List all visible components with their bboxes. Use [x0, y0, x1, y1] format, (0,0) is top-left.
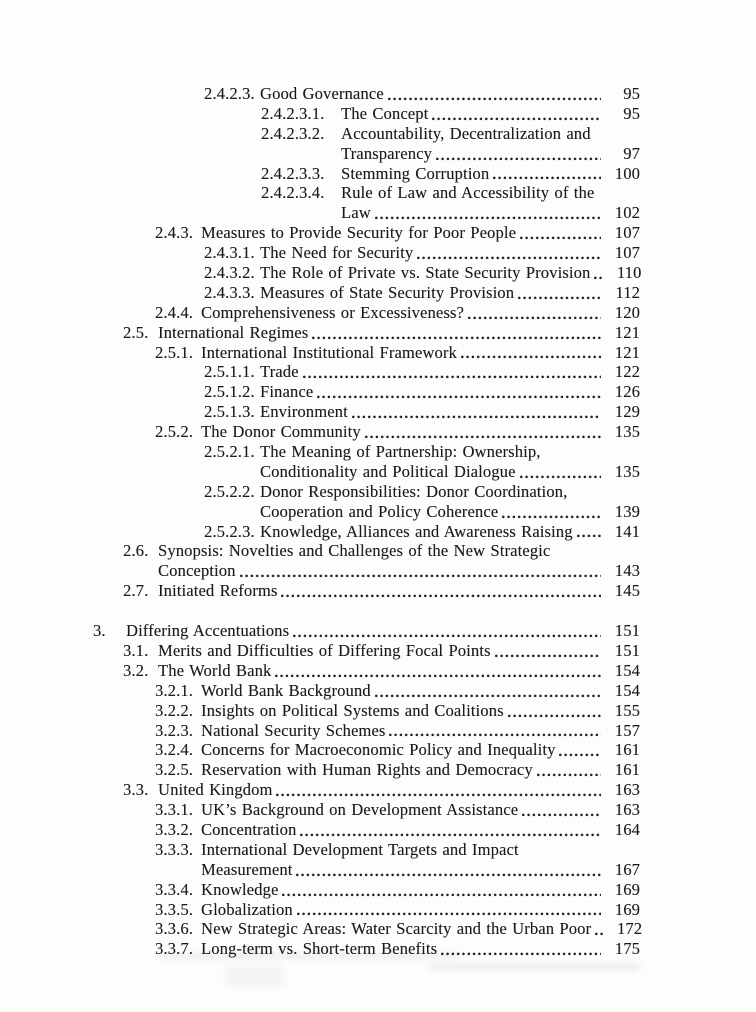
entry-number: 2.4.2.3.4. — [261, 183, 325, 203]
entry-page-number: 121 — [614, 342, 640, 362]
toc-entry — [0, 840, 756, 860]
entry-number: 2.4.2.3. — [204, 84, 255, 103]
entry-number: 3.3.3. — [155, 839, 194, 859]
scan-artifact — [225, 965, 285, 987]
entry-title: Accountability, Decentralization and — [341, 123, 591, 143]
entry-number: 3.2. — [123, 660, 149, 680]
toc-entry — [0, 442, 756, 462]
toc-entry — [0, 104, 756, 124]
entry-page-number: 135 — [614, 461, 640, 481]
entry-page-number: 95 — [623, 103, 640, 123]
dot-leader — [293, 634, 601, 638]
toc-entry — [0, 323, 756, 343]
toc-entry — [0, 701, 756, 721]
entry-page-number: 121 — [614, 322, 640, 342]
toc-entry — [0, 820, 756, 840]
entry-title: Concentration — [201, 819, 297, 839]
entry-page-number: 172 — [616, 919, 643, 939]
entry-title: The Role of Private vs. State Security Provision — [260, 263, 591, 283]
entry-title: World Bank Background — [201, 680, 371, 700]
dot-leader — [493, 176, 601, 180]
toc-entry — [0, 860, 756, 880]
entry-title: Donor Responsibilities: Donor Coordination, — [260, 481, 568, 501]
entry-page-number: 169 — [614, 879, 640, 899]
entry-page-number: 120 — [614, 302, 640, 322]
toc-entry — [0, 462, 756, 482]
entry-page-number: 100 — [614, 163, 640, 183]
entry-number: 2.4.4. — [155, 302, 194, 322]
dot-leader — [468, 316, 601, 320]
entry-title: Comprehensiveness or Excessiveness? — [201, 302, 464, 322]
entry-page-number: 151 — [614, 640, 640, 660]
toc-entry — [0, 124, 756, 144]
entry-page-number: 122 — [614, 362, 640, 382]
toc-entry — [0, 760, 756, 780]
dot-leader — [502, 515, 601, 519]
dot-leader — [275, 674, 601, 678]
dot-leader — [281, 594, 601, 598]
entry-number: 2.4.2.3.1. — [261, 103, 325, 123]
entry-number: 3.2.1. — [155, 680, 194, 700]
dot-leader — [375, 216, 601, 220]
dot-leader — [365, 435, 601, 439]
entry-page-number: 129 — [614, 402, 640, 422]
entry-title: Measures of State Security Provision — [260, 282, 515, 302]
toc-entry — [0, 502, 756, 522]
entry-page-number: 161 — [614, 760, 640, 780]
entry-page-number: 139 — [614, 501, 640, 521]
entry-title: Finance — [260, 382, 314, 402]
entry-title: The World Bank — [158, 660, 272, 680]
toc-entry — [0, 183, 756, 203]
entry-number: 2.6. — [123, 541, 149, 561]
toc-entry — [0, 164, 756, 184]
entry-title: Conditionality and Political Dialogue — [260, 461, 516, 481]
entry-page-number: 145 — [614, 581, 640, 601]
toc-entry — [0, 581, 756, 601]
toc-entry — [0, 880, 756, 900]
dot-leader — [389, 733, 601, 737]
entry-number: 3.3.5. — [155, 899, 194, 919]
entry-page-number: 154 — [614, 680, 640, 700]
toc-entry — [0, 223, 756, 243]
entry-number: 2.4.2.3.2. — [261, 123, 325, 143]
entry-number: 2.4.2.3.3. — [261, 163, 325, 183]
entry-number: 3.3.4. — [155, 879, 194, 899]
dot-leader — [317, 395, 601, 399]
entry-title: Synopsis: Novelties and Challenges of the New Strategic — [158, 541, 551, 561]
dot-leader — [461, 355, 601, 359]
entry-title: Law — [341, 203, 371, 223]
entry-page-number: 175 — [614, 939, 640, 959]
toc-entry — [0, 740, 756, 760]
dot-leader — [303, 375, 601, 379]
entry-number: 2.5.1.1. — [204, 362, 255, 382]
entry-title: Differing Accentuations — [126, 621, 290, 641]
entry-number: 3. — [93, 621, 106, 641]
dot-leader — [520, 475, 601, 479]
entry-page-number: 155 — [614, 700, 640, 720]
toc-entry — [0, 84, 756, 104]
entry-page-number: 164 — [614, 819, 640, 839]
toc-list — [0, 84, 756, 959]
toc-entry — [0, 661, 756, 681]
toc-entry — [0, 541, 756, 561]
entry-number: 2.5. — [123, 322, 149, 342]
entry-number: 2.5.1.2. — [204, 382, 255, 402]
toc-entry — [0, 283, 756, 303]
toc-entry — [0, 203, 756, 223]
toc-entry — [0, 382, 756, 402]
toc-entry — [0, 243, 756, 263]
entry-page-number: 167 — [614, 859, 640, 879]
entry-title: The Meaning of Partnership: Ownership, — [260, 442, 541, 462]
toc-entry — [0, 900, 756, 920]
entry-number: 2.5.2.2. — [204, 481, 255, 501]
entry-title: Conception — [158, 561, 236, 581]
dot-leader — [296, 873, 601, 877]
entry-number: 2.4.3. — [155, 223, 194, 243]
entry-number: 3.3.2. — [155, 819, 194, 839]
dot-leader — [495, 654, 601, 658]
entry-title: Initiated Reforms — [158, 581, 278, 601]
entry-title: Measures to Provide Security for Poor People — [201, 223, 517, 243]
entry-page-number: 169 — [614, 899, 640, 919]
entry-page-number: 97 — [623, 143, 640, 163]
dot-leader — [432, 117, 601, 121]
dot-leader — [441, 952, 601, 956]
toc-entry — [0, 800, 756, 820]
toc-entry — [0, 402, 756, 422]
entry-number: 3.3. — [123, 780, 149, 800]
entry-title: International Institutional Framework — [201, 342, 457, 362]
entry-title: Reservation with Human Rights and Democracy — [201, 760, 533, 780]
entry-number: 2.5.2.1. — [204, 442, 255, 462]
entry-number: 3.2.2. — [155, 700, 194, 720]
toc-entry — [0, 303, 756, 323]
entry-title: National Security Schemes — [201, 720, 386, 740]
toc-entry — [0, 780, 756, 800]
toc-entry — [0, 422, 756, 442]
entry-page-number: 163 — [614, 800, 640, 820]
entry-title: Rule of Law and Accessibility of the — [341, 183, 595, 203]
entry-number: 2.4.3.3. — [204, 282, 255, 302]
entry-title: Transparency — [341, 143, 433, 163]
toc-entry — [0, 522, 756, 542]
entry-title: The Concept — [341, 103, 429, 123]
dot-leader — [594, 276, 602, 280]
toc-entry — [0, 621, 756, 641]
dot-leader — [300, 833, 601, 837]
entry-number: 2.4.3.2. — [204, 263, 255, 283]
entry-title: Trade — [260, 362, 299, 382]
scan-artifact — [430, 964, 640, 970]
entry-number: 3.2.4. — [155, 740, 194, 760]
entry-page-number: 154 — [614, 660, 640, 680]
entry-page-number: 126 — [614, 382, 640, 402]
entry-title: Measurement — [201, 859, 293, 879]
toc-entry — [0, 263, 756, 283]
dot-leader — [522, 813, 601, 817]
entry-title: Merits and Difficulties of Differing Focal Points — [158, 640, 491, 660]
dot-leader — [559, 753, 601, 757]
entry-number: 2.4.3.1. — [204, 243, 255, 263]
entry-number: 3.2.3. — [155, 720, 194, 740]
entry-page-number: 157 — [614, 720, 640, 740]
entry-page-number: 151 — [614, 621, 640, 641]
dot-leader — [508, 714, 601, 718]
toc-entry — [0, 362, 756, 382]
entry-page-number: 143 — [614, 561, 640, 581]
entry-page-number: 95 — [623, 84, 640, 103]
dot-leader — [518, 296, 601, 300]
entry-number: 2.5.1. — [155, 342, 194, 362]
dot-leader — [240, 574, 601, 578]
dot-leader — [417, 256, 601, 260]
entry-title: United Kingdom — [158, 780, 273, 800]
entry-title: Stemming Corruption — [341, 163, 490, 183]
entry-page-number: 141 — [614, 521, 640, 541]
entry-number: 3.1. — [123, 640, 149, 660]
dot-leader — [312, 336, 601, 340]
entry-page-number: 110 — [616, 263, 642, 283]
entry-number: 3.3.7. — [155, 939, 194, 959]
entry-number: 3.2.5. — [155, 760, 194, 780]
entry-page-number: 107 — [614, 243, 640, 263]
entry-number: 2.7. — [123, 581, 149, 601]
dot-leader — [352, 415, 601, 419]
entry-title: Globalization — [201, 899, 293, 919]
dot-leader — [595, 932, 603, 936]
entry-title: Long-term vs. Short-term Benefits — [201, 939, 438, 959]
entry-number: 2.5.2.3. — [204, 521, 255, 541]
entry-page-number: 107 — [614, 223, 640, 243]
dot-leader — [276, 793, 601, 797]
scan-artifact — [160, 952, 460, 960]
entry-page-number: 102 — [614, 203, 640, 223]
dot-leader — [297, 912, 601, 916]
dot-leader — [537, 773, 601, 777]
entry-title: Environment — [260, 402, 348, 422]
toc-entry — [0, 641, 756, 661]
toc-entry — [0, 681, 756, 701]
toc-entry — [0, 482, 756, 502]
entry-title: Knowledge, Alliances and Awareness Raising — [260, 521, 573, 541]
entry-page-number: 135 — [614, 422, 640, 442]
entry-page-number: 163 — [614, 780, 640, 800]
entry-title: International Development Targets and Impact — [201, 839, 519, 859]
toc-entry — [0, 343, 756, 363]
entry-number: 3.3.6. — [155, 919, 194, 939]
entry-title: Cooperation and Policy Coherence — [260, 501, 499, 521]
entry-title: Good Governance — [260, 84, 384, 103]
entry-number: 2.5.2. — [155, 422, 194, 442]
entry-title: Knowledge — [201, 879, 279, 899]
entry-title: Concerns for Macroeconomic Policy and Inequality — [201, 740, 556, 760]
dot-leader — [436, 157, 601, 161]
toc-entry — [0, 561, 756, 581]
entry-number: 2.5.1.3. — [204, 402, 255, 422]
entry-title: The Donor Community — [201, 422, 361, 442]
entry-title: Insights on Political Systems and Coalitions — [201, 700, 504, 720]
dot-leader — [520, 236, 601, 240]
dot-leader — [577, 534, 601, 538]
toc-entry — [0, 919, 756, 939]
entry-title: UK’s Background on Development Assistance — [201, 800, 519, 820]
entry-title: New Strategic Areas: Water Scarcity and the Urban Poor — [201, 919, 592, 939]
entry-page-number: 161 — [614, 740, 640, 760]
dot-leader — [375, 694, 601, 698]
toc-entry — [0, 721, 756, 741]
dot-leader — [282, 893, 601, 897]
dot-leader — [388, 97, 601, 101]
entry-title: International Regimes — [158, 322, 309, 342]
entry-number: 3.3.1. — [155, 800, 194, 820]
toc-entry — [0, 144, 756, 164]
entry-title: The Need for Security — [260, 243, 414, 263]
entry-page-number: 112 — [615, 282, 640, 302]
